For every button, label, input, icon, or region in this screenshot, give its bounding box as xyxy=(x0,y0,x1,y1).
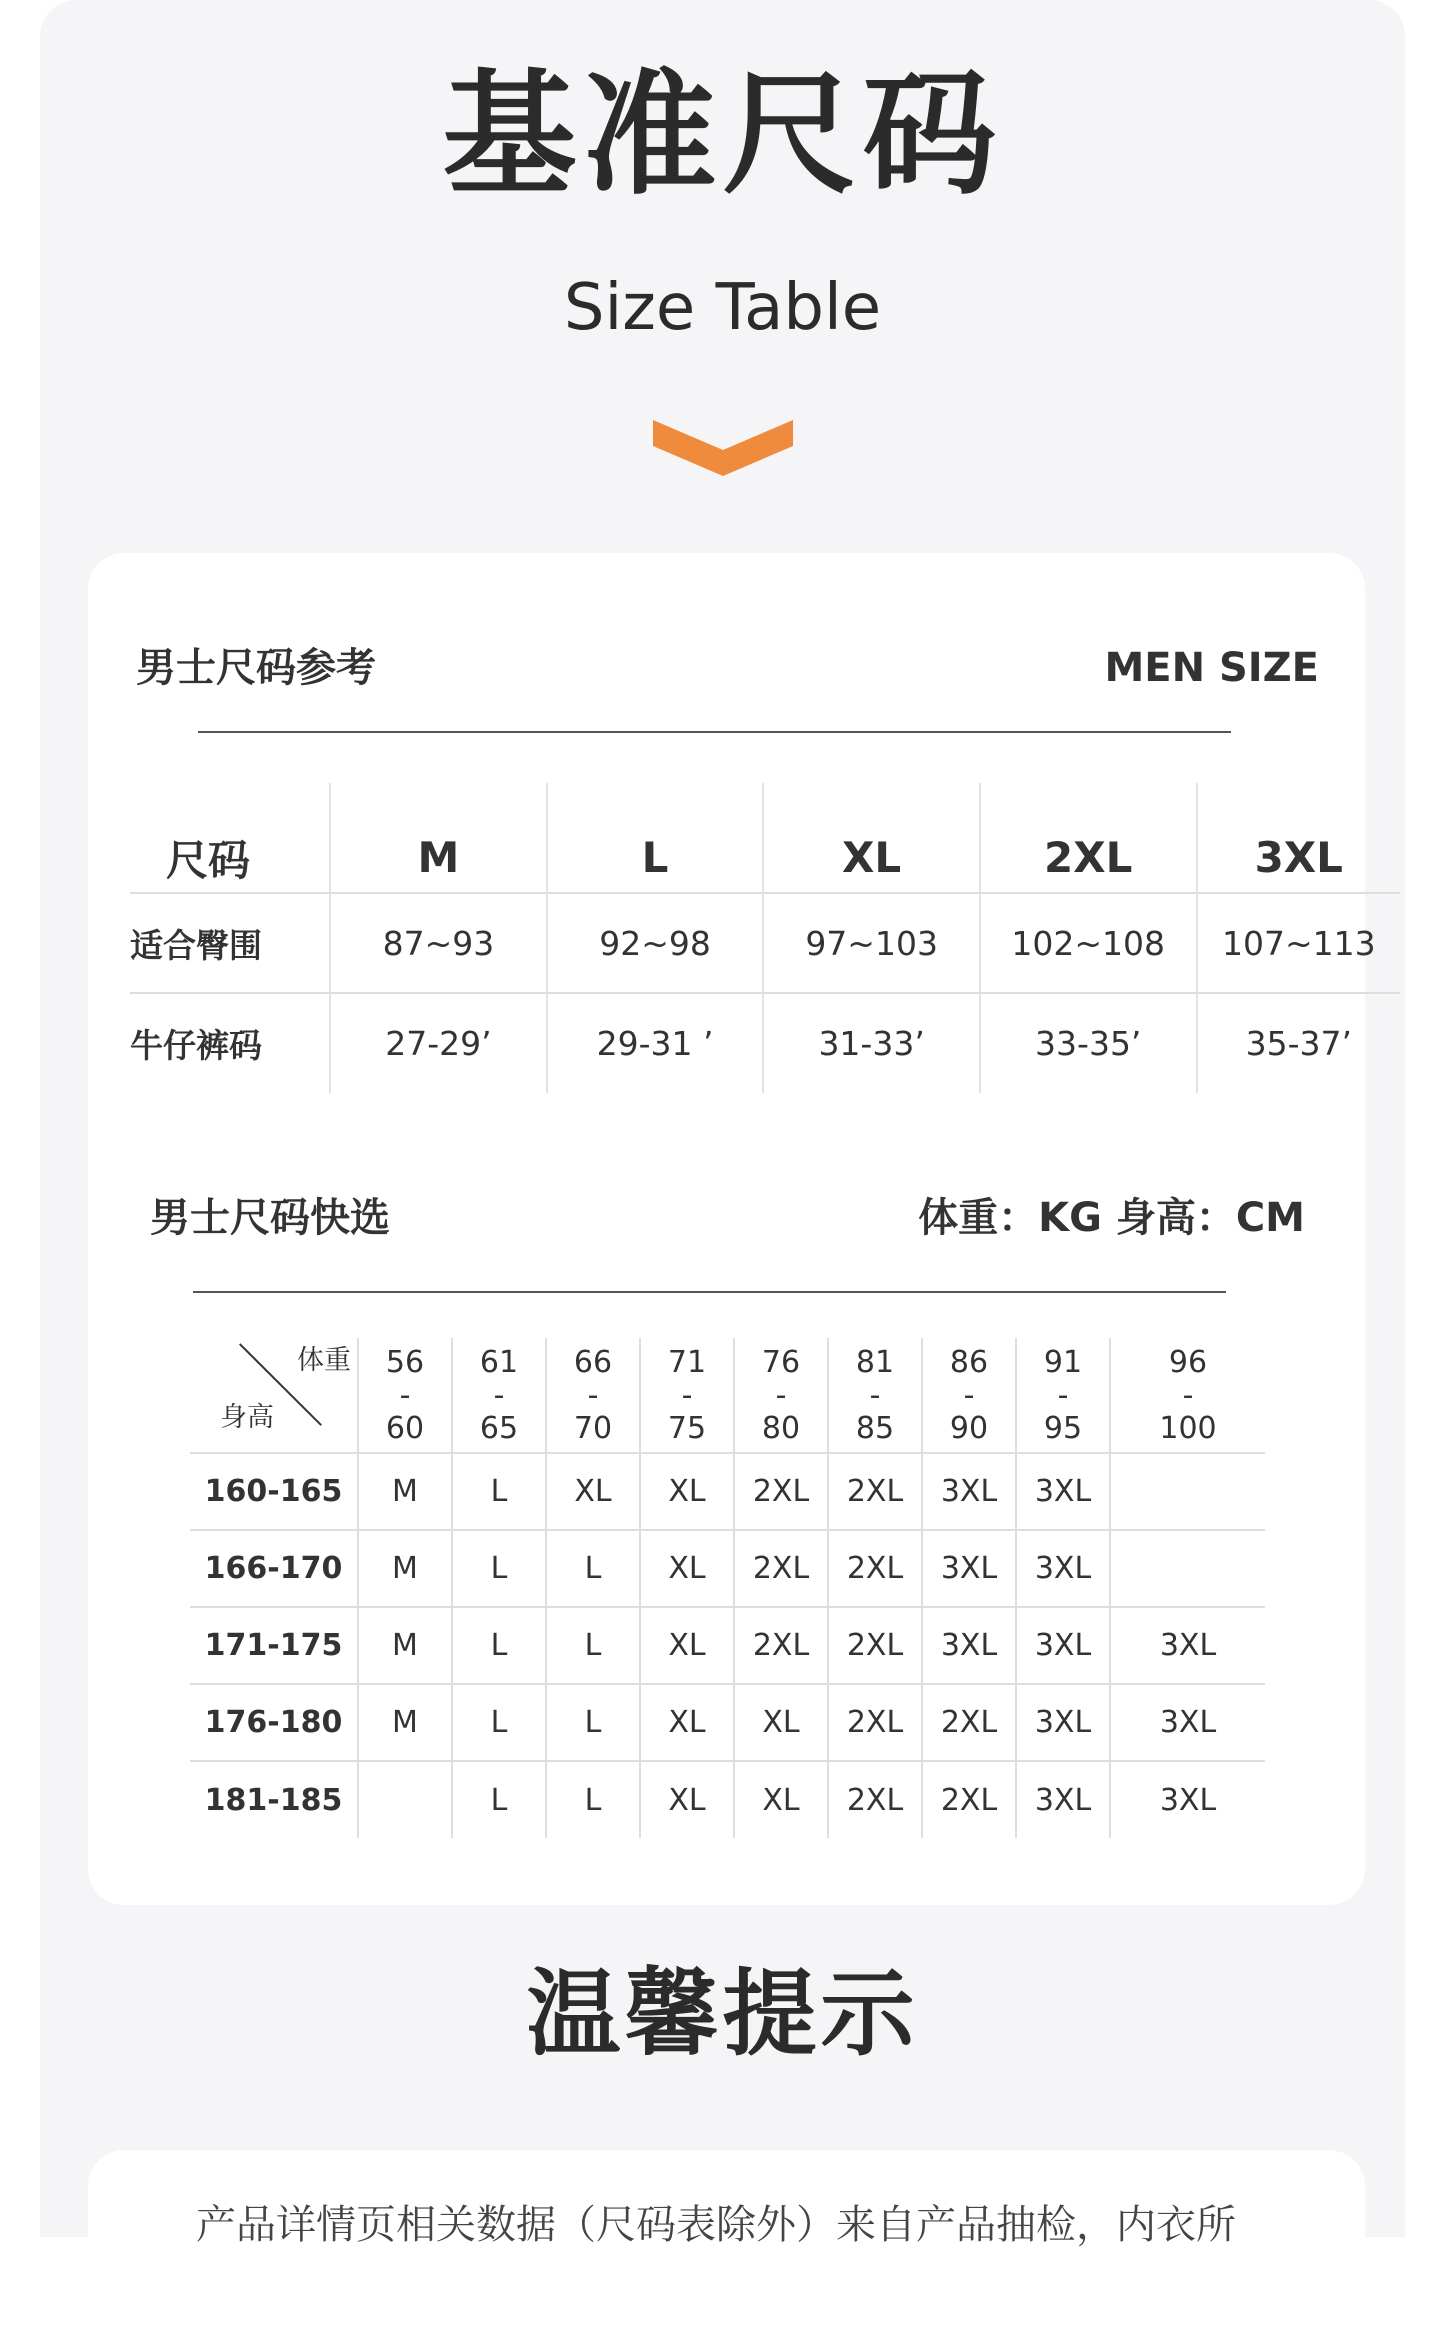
chevron-down-icon xyxy=(653,420,793,480)
size-reference-table xyxy=(130,783,1400,1093)
table-cell: XL xyxy=(640,1607,734,1684)
tips-text: 产品详情页相关数据（尺码表除外）来自产品抽检，内衣所 xyxy=(196,2202,1236,2248)
table-cell: XL xyxy=(640,1530,734,1607)
table-cell: 2XL xyxy=(922,1684,1016,1761)
weight-to: 60 xyxy=(385,1410,425,1446)
table-row xyxy=(190,1761,1265,1838)
table-row xyxy=(190,1607,1265,1684)
table-cell: XL xyxy=(734,1761,828,1838)
weight-sep: - xyxy=(775,1377,787,1413)
quick-title: 男士尺码快选 xyxy=(150,1195,390,1241)
table-cell: L xyxy=(452,1684,546,1761)
table-cell: 29-31 ’ xyxy=(547,993,764,1093)
weight-from: 66 xyxy=(573,1344,613,1380)
table-cell: 2XL xyxy=(734,1530,828,1607)
weight-from: 56 xyxy=(385,1344,425,1380)
table-cell: XL xyxy=(546,1453,640,1530)
weight-from: 96 xyxy=(1168,1344,1208,1380)
table-cell: L xyxy=(546,1530,640,1607)
table-row xyxy=(130,893,1400,993)
section-divider xyxy=(193,1291,1226,1293)
weight-to: 75 xyxy=(667,1410,707,1446)
table-cell: L xyxy=(452,1607,546,1684)
table-cell: 31-33’ xyxy=(763,993,980,1093)
weight-header-cell xyxy=(828,1338,922,1453)
table-row xyxy=(190,1684,1265,1761)
height-range-cell: 176-180 xyxy=(190,1684,358,1761)
weight-header-cell xyxy=(1110,1338,1265,1453)
weight-to: 70 xyxy=(573,1410,613,1446)
table-cell: L xyxy=(452,1530,546,1607)
weight-header-cell xyxy=(546,1338,640,1453)
table-cell: 3XL xyxy=(1110,1607,1265,1684)
table-cell: 35-37’ xyxy=(1197,993,1400,1093)
table-cell: 3XL xyxy=(922,1607,1016,1684)
weight-header-cell xyxy=(922,1338,1016,1453)
table-cell: 27-29’ xyxy=(330,993,547,1093)
row-label: 牛仔裤码 xyxy=(130,1026,262,1065)
size-header-cell: M xyxy=(330,783,547,893)
weight-from: 86 xyxy=(949,1344,989,1380)
weight-sep: - xyxy=(963,1377,975,1413)
size-header-cell: 2XL xyxy=(980,783,1197,893)
table-cell: XL xyxy=(640,1453,734,1530)
table-cell: 3XL xyxy=(922,1453,1016,1530)
row-label: 适合臀围 xyxy=(130,893,330,993)
size-label: 尺码 xyxy=(130,783,330,893)
table-cell: L xyxy=(546,1761,640,1838)
table-cell: XL xyxy=(734,1684,828,1761)
weight-to: 100 xyxy=(1159,1410,1217,1446)
table-row xyxy=(190,1338,1265,1453)
weight-sep: - xyxy=(681,1377,693,1413)
table-cell: 102~108 xyxy=(980,893,1197,993)
table-cell xyxy=(1110,1453,1265,1530)
table-cell: 97~103 xyxy=(763,893,980,993)
table-row xyxy=(130,783,1400,893)
table-cell: 2XL xyxy=(828,1684,922,1761)
table-cell: 3XL xyxy=(1110,1684,1265,1761)
table-cell: 3XL xyxy=(922,1530,1016,1607)
quick-size-table xyxy=(190,1338,1265,1838)
weight-from: 81 xyxy=(855,1344,895,1380)
weight-from: 76 xyxy=(761,1344,801,1380)
reference-title-en: MEN SIZE xyxy=(1104,645,1319,691)
table-cell: M xyxy=(358,1530,452,1607)
table-cell: L xyxy=(546,1607,640,1684)
table-cell: 2XL xyxy=(922,1761,1016,1838)
weight-corner-label: 体重 xyxy=(297,1345,351,1376)
height-corner-label: 身高 xyxy=(220,1402,274,1433)
tips-title: 温馨提示 xyxy=(526,1960,919,2069)
table-cell: M xyxy=(358,1453,452,1530)
weight-to: 65 xyxy=(479,1410,519,1446)
table-cell xyxy=(358,1761,452,1838)
table-cell: 107~113 xyxy=(1197,893,1400,993)
weight-to: 85 xyxy=(855,1410,895,1446)
table-cell: L xyxy=(546,1684,640,1761)
table-cell: 3XL xyxy=(1110,1761,1265,1838)
weight-sep: - xyxy=(1182,1377,1194,1413)
weight-header-cell xyxy=(640,1338,734,1453)
weight-header-cell xyxy=(358,1338,452,1453)
weight-to: 80 xyxy=(761,1410,801,1446)
table-cell: 2XL xyxy=(828,1607,922,1684)
table-cell: 3XL xyxy=(1016,1607,1110,1684)
height-range-cell: 160-165 xyxy=(190,1453,358,1530)
table-row xyxy=(190,1530,1265,1607)
reference-title: 男士尺码参考 xyxy=(136,645,376,691)
weight-header-cell xyxy=(734,1338,828,1453)
quick-units: 体重：KG 身高：CM xyxy=(918,1195,1305,1241)
weight-sep: - xyxy=(399,1377,411,1413)
table-cell xyxy=(1110,1530,1265,1607)
table-cell: L xyxy=(452,1453,546,1530)
weight-header-cell xyxy=(1016,1338,1110,1453)
height-range-cell: 171-175 xyxy=(190,1607,358,1684)
weight-to: 90 xyxy=(949,1410,989,1446)
table-cell: M xyxy=(358,1607,452,1684)
table-cell: M xyxy=(358,1684,452,1761)
table-cell: 2XL xyxy=(828,1453,922,1530)
weight-sep: - xyxy=(493,1377,505,1413)
size-header-cell: 3XL xyxy=(1197,783,1400,893)
tips-card xyxy=(88,2150,1365,2350)
table-cell: 87~93 xyxy=(330,893,547,993)
weight-sep: - xyxy=(869,1377,881,1413)
height-range-cell: 166-170 xyxy=(190,1530,358,1607)
size-header-cell: L xyxy=(547,783,764,893)
table-cell: 2XL xyxy=(828,1530,922,1607)
table-cell: 3XL xyxy=(1016,1453,1110,1530)
table-cell: 92~98 xyxy=(547,893,764,993)
table-row xyxy=(190,1453,1265,1530)
table-cell: 3XL xyxy=(1016,1530,1110,1607)
table-row xyxy=(130,993,1400,1093)
table-cell: L xyxy=(452,1761,546,1838)
table-cell: 33-35’ xyxy=(980,993,1197,1093)
table-cell: 3XL xyxy=(1016,1761,1110,1838)
weight-to: 95 xyxy=(1043,1410,1083,1446)
table-cell: 2XL xyxy=(828,1761,922,1838)
table-cell: XL xyxy=(640,1684,734,1761)
page-subtitle: Size Table xyxy=(563,271,882,345)
weight-from: 71 xyxy=(667,1344,707,1380)
size-header-cell: XL xyxy=(763,783,980,893)
weight-from: 91 xyxy=(1043,1344,1083,1380)
section-divider xyxy=(198,731,1231,733)
table-cell: 2XL xyxy=(734,1453,828,1530)
table-cell: XL xyxy=(640,1761,734,1838)
weight-sep: - xyxy=(1057,1377,1069,1413)
weight-sep: - xyxy=(587,1377,599,1413)
corner-header-cell xyxy=(190,1338,358,1453)
height-range-cell: 181-185 xyxy=(204,1782,343,1818)
table-cell: 2XL xyxy=(734,1607,828,1684)
table-cell: 3XL xyxy=(1016,1684,1110,1761)
page-title: 基准尺码 xyxy=(442,57,1003,213)
weight-from: 61 xyxy=(479,1344,519,1380)
size-card xyxy=(88,553,1376,1905)
weight-header-cell xyxy=(452,1338,546,1453)
